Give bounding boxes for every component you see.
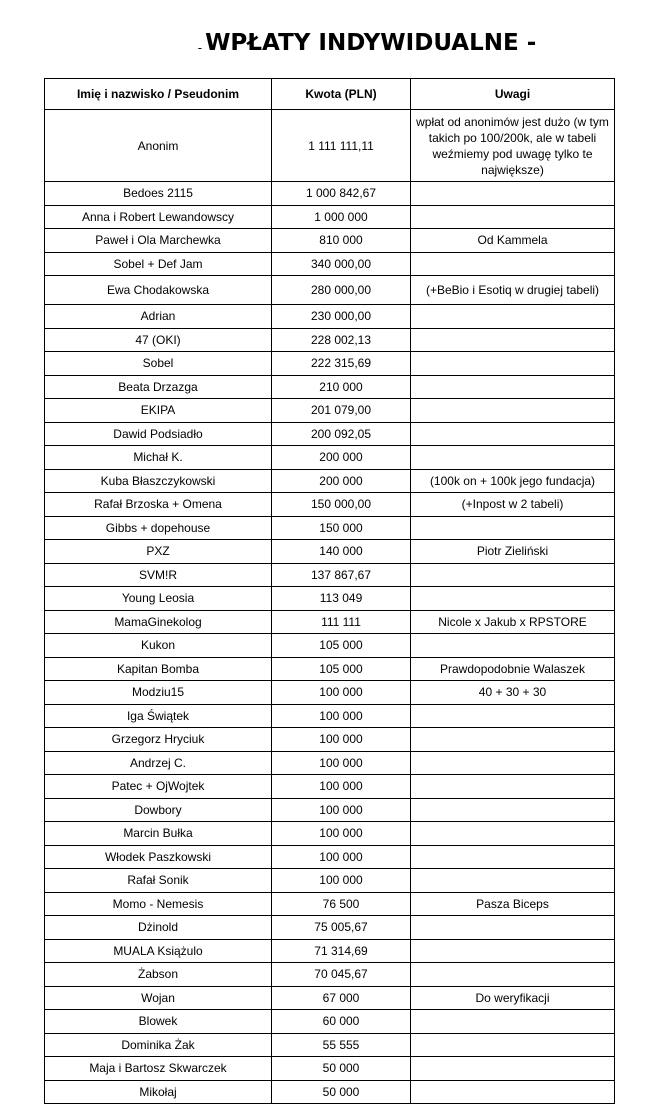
cell-name: Włodek Paszkowski (45, 845, 272, 869)
cell-amount: 201 079,00 (272, 399, 411, 423)
header-notes: Uwagi (411, 79, 615, 110)
cell-amount: 200 092,05 (272, 422, 411, 446)
table-row (45, 1010, 615, 1034)
cell-amount: 60 000 (272, 1010, 411, 1034)
table-row (45, 352, 615, 376)
table-row (45, 963, 615, 987)
cell-note (411, 798, 615, 822)
cell-name: Sobel + Def Jam (45, 252, 272, 276)
cell-name: Young Leosia (45, 587, 272, 611)
cell-name: Sobel (45, 352, 272, 376)
cell-amount: 137 867,67 (272, 563, 411, 587)
table-row (45, 1033, 615, 1057)
cell-amount: 280 000,00 (272, 276, 411, 305)
cell-note (411, 822, 615, 846)
cell-name: Kukon (45, 634, 272, 658)
cell-name: Modziu15 (45, 681, 272, 705)
cell-note (411, 352, 615, 376)
cell-note: 40 + 30 + 30 (411, 681, 615, 705)
cell-amount: 228 002,13 (272, 328, 411, 352)
cell-name: Momo - Nemesis (45, 892, 272, 916)
cell-note (411, 305, 615, 329)
header-name: Imię i nazwisko / Pseudonim (45, 79, 272, 110)
cell-note: (100k on + 100k jego fundacja) (411, 469, 615, 493)
cell-name: Dowbory (45, 798, 272, 822)
cell-amount: 70 045,67 (272, 963, 411, 987)
cell-name: Kapitan Bomba (45, 657, 272, 681)
cell-name: Rafał Sonik (45, 869, 272, 893)
cell-note (411, 516, 615, 540)
table-row (45, 610, 615, 634)
cell-note (411, 252, 615, 276)
cell-note (411, 845, 615, 869)
cell-note (411, 205, 615, 229)
cell-note: (+BeBio i Esotiq w drugiej tabeli) (411, 276, 615, 305)
cell-name: Paweł i Ola Marchewka (45, 229, 272, 253)
table-row (45, 305, 615, 329)
table-row (45, 681, 615, 705)
cell-note: Prawdopodobnie Walaszek (411, 657, 615, 681)
cell-name: Mikołaj (45, 1080, 272, 1104)
cell-name: Rafał Brzoska + Omena (45, 493, 272, 517)
cell-note (411, 1010, 615, 1034)
table-row (45, 229, 615, 253)
cell-name: Iga Świątek (45, 704, 272, 728)
cell-amount: 55 555 (272, 1033, 411, 1057)
cell-note (411, 963, 615, 987)
cell-note (411, 916, 615, 940)
cell-amount: 222 315,69 (272, 352, 411, 376)
cell-amount: 105 000 (272, 634, 411, 658)
cell-note: (+Inpost w 2 tabeli) (411, 493, 615, 517)
cell-name: MUALA Książulo (45, 939, 272, 963)
cell-amount: 100 000 (272, 869, 411, 893)
cell-amount: 200 000 (272, 469, 411, 493)
cell-amount: 105 000 (272, 657, 411, 681)
cell-note (411, 587, 615, 611)
table-row (45, 422, 615, 446)
table-row (45, 939, 615, 963)
cell-name: Kuba Błaszczykowski (45, 469, 272, 493)
cell-name: PXZ (45, 540, 272, 564)
cell-amount: 140 000 (272, 540, 411, 564)
cell-name: Beata Drzazga (45, 375, 272, 399)
cell-name: Dawid Podsiadło (45, 422, 272, 446)
cell-note (411, 869, 615, 893)
cell-note: Nicole x Jakub x RPSTORE (411, 610, 615, 634)
cell-amount: 50 000 (272, 1057, 411, 1081)
cell-name: Marcin Bułka (45, 822, 272, 846)
cell-amount: 100 000 (272, 681, 411, 705)
cell-amount: 50 000 (272, 1080, 411, 1104)
cell-note (411, 1033, 615, 1057)
cell-note (411, 704, 615, 728)
cell-name: Blowek (45, 1010, 272, 1034)
table-row (45, 399, 615, 423)
cell-note: Od Kammela (411, 229, 615, 253)
table-row (45, 1057, 615, 1081)
cell-name: Maja i Bartosz Skwarczek (45, 1057, 272, 1081)
cell-note (411, 939, 615, 963)
cell-note (411, 399, 615, 423)
cell-note (411, 728, 615, 752)
table-row (45, 728, 615, 752)
table-row (45, 182, 615, 206)
cell-note: wpłat od anonimów jest dużo (w tym takich po 100/200k, ale w tabeli weźmiemy pod uwagę tylko te największe) (411, 110, 615, 182)
cell-name: Ewa Chodakowska (45, 276, 272, 305)
page-title (0, 30, 650, 56)
cell-amount: 75 005,67 (272, 916, 411, 940)
cell-note (411, 563, 615, 587)
cell-name: Bedoes 2115 (45, 182, 272, 206)
table-row (45, 110, 615, 182)
table-row (45, 634, 615, 658)
cell-amount: 1 111 111,11 (272, 110, 411, 182)
table-row (45, 892, 615, 916)
table-row (45, 540, 615, 564)
cell-name: Grzegorz Hryciuk (45, 728, 272, 752)
cell-amount: 100 000 (272, 751, 411, 775)
table-row (45, 657, 615, 681)
cell-name: Andrzej C. (45, 751, 272, 775)
cell-amount: 210 000 (272, 375, 411, 399)
cell-amount: 200 000 (272, 446, 411, 470)
cell-amount: 100 000 (272, 798, 411, 822)
cell-amount: 810 000 (272, 229, 411, 253)
cell-note (411, 446, 615, 470)
cell-name: MamaGinekolog (45, 610, 272, 634)
table-row (45, 493, 615, 517)
table-row (45, 916, 615, 940)
title-text: WPŁATY INDYWIDUALNE - (205, 30, 537, 56)
cell-amount: 111 111 (272, 610, 411, 634)
cell-note (411, 375, 615, 399)
cell-note (411, 1080, 615, 1104)
cell-note (411, 182, 615, 206)
table-row (45, 986, 615, 1010)
cell-note (411, 751, 615, 775)
cell-note: Pasza Biceps (411, 892, 615, 916)
cell-amount: 100 000 (272, 775, 411, 799)
cell-name: SVM!R (45, 563, 272, 587)
cell-name: 47 (OKI) (45, 328, 272, 352)
cell-amount: 230 000,00 (272, 305, 411, 329)
table-row (45, 704, 615, 728)
table-row (45, 751, 615, 775)
cell-amount: 100 000 (272, 845, 411, 869)
table-body (45, 110, 615, 1104)
cell-amount: 100 000 (272, 822, 411, 846)
cell-name: Michał K. (45, 446, 272, 470)
title-dash: - (197, 41, 203, 55)
cell-amount: 113 049 (272, 587, 411, 611)
cell-amount: 100 000 (272, 728, 411, 752)
cell-amount: 150 000,00 (272, 493, 411, 517)
cell-amount: 100 000 (272, 704, 411, 728)
cell-amount: 76 500 (272, 892, 411, 916)
cell-amount: 71 314,69 (272, 939, 411, 963)
cell-note (411, 775, 615, 799)
table-row (45, 446, 615, 470)
cell-name: Dżinold (45, 916, 272, 940)
cell-name: Wojan (45, 986, 272, 1010)
table-row (45, 1080, 615, 1104)
table-row (45, 775, 615, 799)
table-row (45, 252, 615, 276)
cell-name: Dominika Żak (45, 1033, 272, 1057)
cell-name: Gibbs + dopehouse (45, 516, 272, 540)
table-row (45, 375, 615, 399)
cell-amount: 340 000,00 (272, 252, 411, 276)
cell-note (411, 634, 615, 658)
cell-amount: 1 000 000 (272, 205, 411, 229)
cell-amount: 67 000 (272, 986, 411, 1010)
table-row (45, 516, 615, 540)
donations-table (44, 78, 615, 1104)
header-amount: Kwota (PLN) (272, 79, 411, 110)
cell-amount: 150 000 (272, 516, 411, 540)
cell-name: EKIPA (45, 399, 272, 423)
table-header-row (45, 79, 615, 110)
cell-name: Patec + OjWojtek (45, 775, 272, 799)
cell-name: Żabson (45, 963, 272, 987)
table-row (45, 469, 615, 493)
cell-note: Do weryfikacji (411, 986, 615, 1010)
cell-amount: 1 000 842,67 (272, 182, 411, 206)
table-row (45, 845, 615, 869)
table-row (45, 798, 615, 822)
cell-note (411, 328, 615, 352)
table-row (45, 822, 615, 846)
cell-note: Piotr Zieliński (411, 540, 615, 564)
cell-note (411, 422, 615, 446)
table-row (45, 587, 615, 611)
table-row (45, 563, 615, 587)
table-row (45, 205, 615, 229)
cell-note (411, 1057, 615, 1081)
cell-name: Adrian (45, 305, 272, 329)
cell-name: Anna i Robert Lewandowscy (45, 205, 272, 229)
table-row (45, 328, 615, 352)
table-row (45, 276, 615, 305)
table-row (45, 869, 615, 893)
cell-name: Anonim (45, 110, 272, 182)
